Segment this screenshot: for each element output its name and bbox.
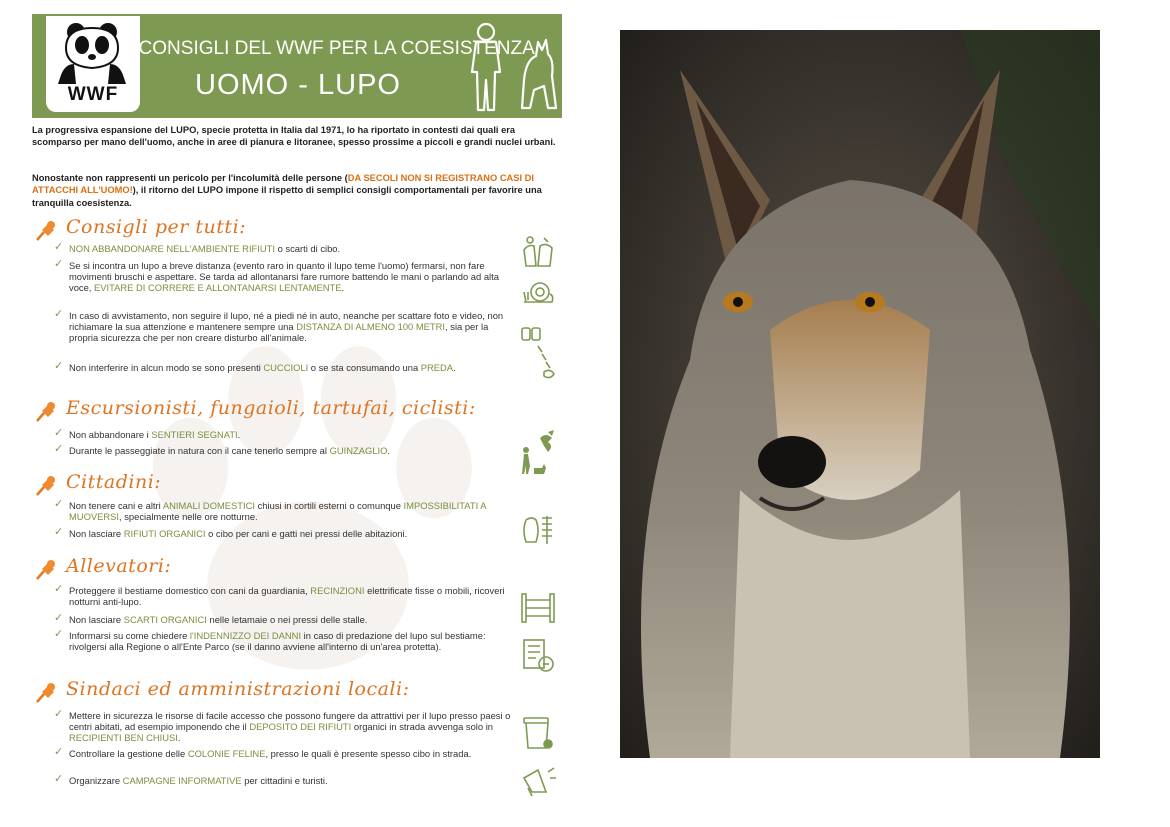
- pushpin-icon: [34, 218, 58, 242]
- keyword: SENTIERI SEGNATI: [151, 429, 238, 440]
- list-item-text: Controllare la gestione delle COLONIE FELINE, presso le quali è presente spesso cibo in strada.: [69, 748, 472, 759]
- checkmark-icon: ✓: [54, 628, 64, 640]
- keyword: EVITARE DI CORRERE E ALLONTANARSI LENTAMENTE: [94, 282, 342, 294]
- checkmark-icon: ✓: [54, 308, 64, 320]
- keyword: NON ABBANDONARE NELL'AMBIENTE RIFIUTI: [69, 243, 275, 254]
- checkmark-icon: ✓: [54, 526, 64, 538]
- keyword: SCARTI ORGANICI: [123, 614, 207, 625]
- list-item: [54, 310, 516, 344]
- checkmark-icon: ✓: [54, 708, 64, 720]
- intro-paragraph-2: Nonostante non rappresenti un pericolo per l'incolumità delle persone (DA SECOLI NON SI REGISTRANO CASI DI ATTACCHI ALL'UOMO!), il ritorno del LUPO impone il rispetto di semplici consigli comportamentali per favorire una tranquilla coesistenza.: [32, 173, 542, 208]
- wwf-logo-text: WWF: [67, 84, 119, 105]
- list-item: [54, 614, 516, 625]
- pushpin-icon: [34, 557, 58, 581]
- list-item: [54, 710, 516, 744]
- list-item: [54, 748, 516, 759]
- checkmark-icon: ✓: [54, 360, 64, 372]
- keyword: GUINZAGLIO: [329, 445, 388, 456]
- section-title-farmers: Allevatori:: [66, 555, 172, 577]
- checkmark-icon: ✓: [54, 773, 64, 785]
- keyword: l'INDENNIZZO DEI DANNI: [189, 630, 302, 641]
- checkmark-icon: ✓: [54, 583, 64, 595]
- keyword: PREDA: [420, 362, 454, 373]
- closed-bin-icon: [518, 714, 558, 752]
- snail-icon: [518, 272, 558, 310]
- list-item: [54, 585, 516, 607]
- pushpin-icon: [34, 399, 58, 423]
- list-item: [54, 445, 516, 456]
- poster-title-line1: I CONSIGLI DEL WWF PER LA COESISTENZA: [128, 38, 535, 59]
- checkmark-icon: ✓: [54, 241, 64, 253]
- poster-title-line2: UOMO - LUPO: [195, 69, 401, 101]
- list-item-text: Mettere in sicurezza le risorse di facile accesso che possono fungere da attrattivi per il lupo presso paesi o centri abitati, ad esempio imponendo che il DEPOSITO DEI RIFIUTI organici in strada avvenga solo in RECIPIENTI BEN CHIUSI.: [69, 710, 511, 744]
- intro-highlight: DA SECOLI NON SI REGISTRANO CASI DI ATTACCHI ALL'UOMO!: [32, 173, 534, 196]
- section-title-mayors: Sindaci ed amministrazioni locali:: [66, 678, 410, 700]
- list-item-text: Durante le passeggiate in natura con il cane tenerlo sempre al GUINZAGLIO.: [69, 445, 391, 456]
- food-scraps-icon: [518, 510, 558, 548]
- list-item: [54, 500, 516, 522]
- list-item: [54, 260, 516, 294]
- panda-icon: [46, 18, 140, 86]
- megaphone-icon: [518, 762, 558, 800]
- list-item-text: Non tenere cani e altri ANIMALI DOMESTICI chiusi in cortili esterni o comunque IMPOSSIBILITATI A MUOVERSI, specialmente nelle ore notturne.: [69, 500, 487, 523]
- man-and-wolf-icon: [464, 20, 560, 114]
- keyword: CAMPAGNE INFORMATIVE: [122, 775, 242, 786]
- wwf-poster: [28, 10, 584, 816]
- checkmark-icon: ✓: [54, 443, 64, 455]
- keyword: COLONIE FELINE: [187, 748, 266, 759]
- keyword: IMPOSSIBILITATI A MUOVERSI: [69, 500, 487, 523]
- keyword: CUCCIOLI: [263, 362, 309, 373]
- keyword: DEPOSITO DEI RIFIUTI: [249, 721, 352, 733]
- intro-paragraph-1: La progressiva espansione del LUPO, specie protetta in Italia dal 1971, lo ha riportato in contesti dai quali era scomparso per mano dell'uomo, anche in aree di pianura e litoranee, spesso prossime a piccoli e grandi nuclei urbani.: [32, 125, 556, 148]
- list-item-text: Informarsi su come chiedere l'INDENNIZZO DEI DANNI in caso di predazione del lupo sul bestiame: rivolgersi alla Regione o all'Ente Parco (se il danno avviene all'interno di un'area protetta).: [69, 630, 486, 653]
- list-item: [54, 243, 516, 254]
- keyword: ANIMALI DOMESTICI: [162, 500, 256, 511]
- keyword: RIFIUTI ORGANICI: [123, 528, 206, 539]
- hiker-with-dog-icon: [518, 428, 558, 476]
- checkmark-icon: ✓: [54, 498, 64, 510]
- checkmark-icon: ✓: [54, 258, 64, 270]
- list-item-text: Non interferire in alcun modo se sono presenti CUCCIOLI o se sta consumando una PREDA.: [69, 362, 456, 373]
- keyword: RECINZIONI: [310, 585, 365, 596]
- list-item-text: In caso di avvistamento, non seguire il lupo, né a piedi né in auto, neanche per scattare foto e video, non richiamare la sua attenzione e mantenere sempre una DISTANZA DI ALMENO 100 METRI, sia per la propria sicurezza che per non creare disturbo all'animale.: [69, 310, 504, 344]
- list-item-text: NON ABBANDONARE NELL'AMBIENTE RIFIUTI o scarti di cibo.: [69, 243, 341, 254]
- section-title-hikers: Escursionisti, fungaioli, tartufai, ciclisti:: [66, 397, 476, 419]
- trash-bag-icon: [518, 232, 558, 270]
- list-item-text: Non lasciare RIFIUTI ORGANICI o cibo per cani e gatti nei pressi delle abitazioni.: [69, 528, 408, 539]
- section-title-citizens: Cittadini:: [66, 471, 162, 493]
- list-item-text: Organizzare CAMPAGNE INFORMATIVE per cittadini e turisti.: [69, 775, 328, 786]
- keyword: RECIPIENTI BEN CHIUSI: [69, 732, 178, 744]
- section-title-all: Consigli per tutti:: [66, 216, 247, 238]
- wolf-photo: [620, 30, 1100, 758]
- keyword: DISTANZA DI ALMENO 100 METRI: [296, 321, 446, 333]
- wwf-logo: [46, 16, 140, 112]
- list-item: [54, 630, 516, 652]
- list-item-text: Non lasciare SCARTI ORGANICI nelle letamaie o nei pressi delle stalle.: [69, 614, 368, 625]
- list-item: [54, 528, 516, 539]
- pushpin-icon: [34, 473, 58, 497]
- checkmark-icon: ✓: [54, 746, 64, 758]
- list-item: [54, 362, 516, 373]
- checkmark-icon: ✓: [54, 612, 64, 624]
- binoculars-footprints-icon: [518, 322, 558, 384]
- compensation-document-icon: [518, 636, 558, 674]
- list-item: [54, 429, 516, 440]
- list-item-text: Se si incontra un lupo a breve distanza (evento raro in quanto il lupo teme l'uomo) fermarsi, non fare movimenti bruschi e aspettare. Se tarda ad allontanarsi fare rumore battendo le mani o parlando ad alta voce, EVITARE DI CORRERE E ALLONTANARSI LENTAMENTE.: [69, 260, 499, 294]
- list-item-text: Non abbandonare i SENTIERI SEGNATI.: [69, 429, 241, 440]
- checkmark-icon: ✓: [54, 427, 64, 439]
- list-item: [54, 775, 516, 786]
- fence-icon: [518, 588, 558, 626]
- header-banner: [32, 14, 562, 118]
- pushpin-icon: [34, 680, 58, 704]
- list-item-text: Proteggere il bestiame domestico con cani da guardiania, RECINZIONI elettrificate fisse o mobili, ricoveri notturni anti-lupo.: [69, 585, 505, 608]
